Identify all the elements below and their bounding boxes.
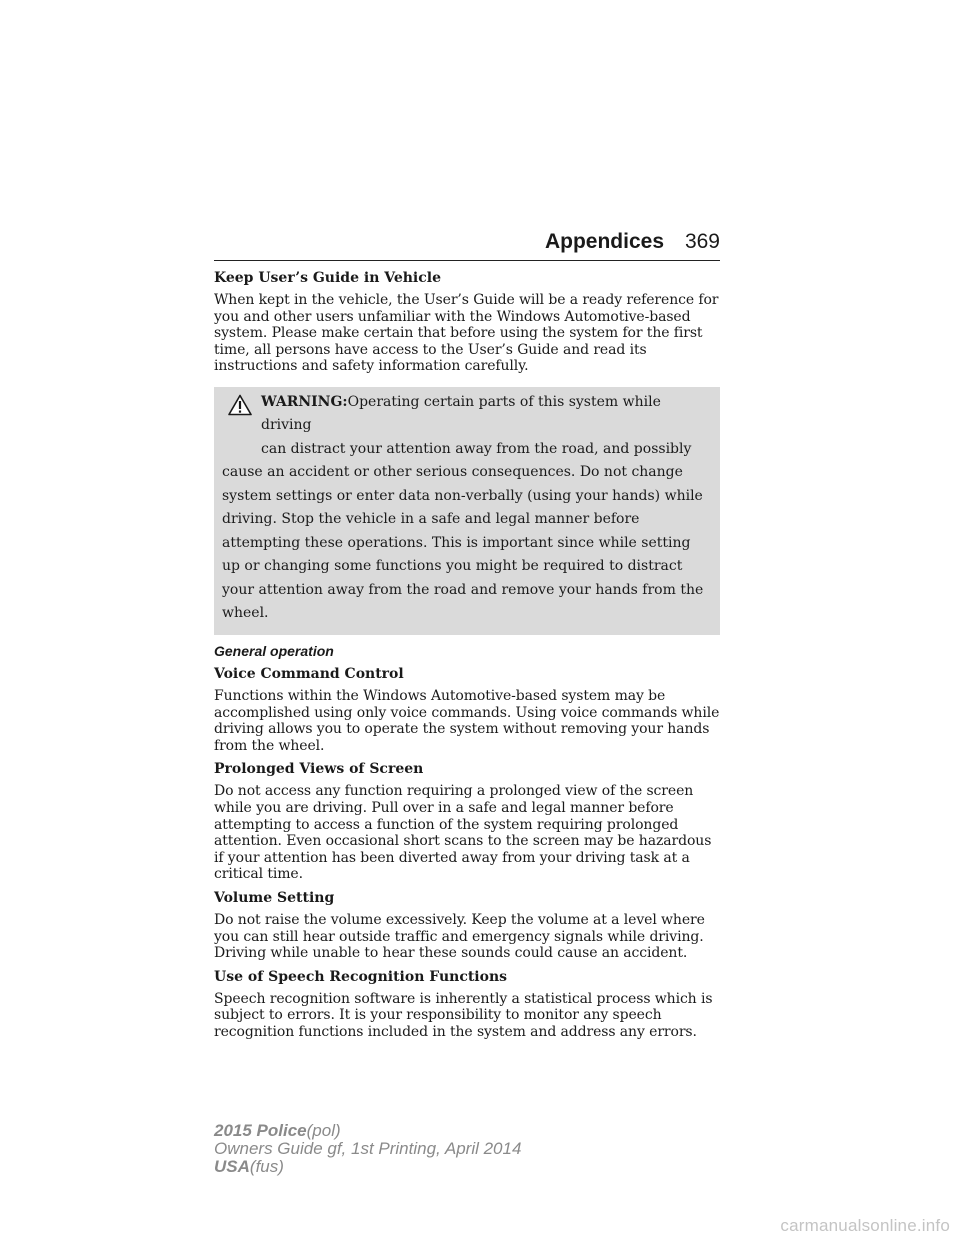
warning-first-line: [222, 391, 712, 438]
voice-command-heading: Voice Command Control: [214, 665, 404, 682]
warning-rest: cause an accident or other serious consequences. Do not change system settings or enter data non-verbally (using your hands) while driving. Stop the vehicle in a safe and legal manner before attempting these operations. This is important since while setting up or changing some functions you might be required to distract your attention away from the road and remove your hands from the wheel.: [222, 464, 704, 622]
page-content: [214, 270, 720, 1047]
page-header: [214, 230, 720, 261]
footer-region: USA: [214, 1157, 250, 1176]
footer-model-code: (pol): [306, 1121, 341, 1140]
footer-model: 2015 Police: [214, 1121, 307, 1140]
warning-label: WARNING:: [261, 393, 348, 410]
warning-triangle-icon: [228, 394, 252, 416]
volume-setting-heading: Volume Setting: [214, 889, 335, 906]
footer-line-1: [214, 1122, 521, 1140]
page-number: 369: [684, 230, 720, 253]
volume-setting-body: Do not raise the volume excessively. Keep the volume at a level where you can still hear outside traffic and emergency signals while driving. Driving while unable to hear these sounds could cause an accident.: [214, 911, 705, 962]
chapter-title: Appendices: [544, 230, 664, 253]
keep-guide-heading: Keep User’s Guide in Vehicle: [214, 270, 441, 286]
speech-recognition-body: Speech recognition software is inherently a statistical process which is subject to errors. It is your responsibility to monitor any speech recognition functions included in the system and address any errors.: [214, 990, 713, 1040]
footer-line-3: [214, 1158, 521, 1176]
general-operation-title: General operation: [214, 642, 334, 659]
warning-box: [214, 387, 720, 635]
speech-recognition-heading: Use of Speech Recognition Functions: [214, 968, 508, 985]
warning-line-2: can distract your attention away from the road, and possibly: [261, 440, 692, 457]
prolonged-views-body: Do not access any function requiring a prolonged view of the screen while you are driving. Pull over in a safe and legal manner before attempting to access a function of the system requiring prolonged attention. Even occasional short scans to the screen may be hazardous if your attention has been diverted away from your driving task at a critical time.: [214, 783, 712, 883]
prolonged-views-heading: Prolonged Views of Screen: [214, 761, 424, 778]
keep-guide-body: When kept in the vehicle, the User’s Guide will be a ready reference for you and other users unfamiliar with the Windows Automotive-based system. Please make certain that before using the system for the first time, all persons have access to the User’s Guide and read its instructions and safety information carefully.: [214, 292, 719, 375]
print-footer: [214, 1122, 521, 1176]
warning-line-1: Operating certain parts of this system while driving: [261, 393, 661, 434]
footer-line-2: Owners Guide gf, 1st Printing, April 2014: [214, 1139, 522, 1158]
site-watermark: carmanualsonline.info: [780, 1216, 950, 1235]
footer-region-code: (fus): [249, 1157, 284, 1176]
voice-command-body: Functions within the Windows Automotive-based system may be accomplished using only voice commands. Using voice commands while driving allows you to operate the system without removing your hands from the wheel.: [214, 687, 720, 754]
